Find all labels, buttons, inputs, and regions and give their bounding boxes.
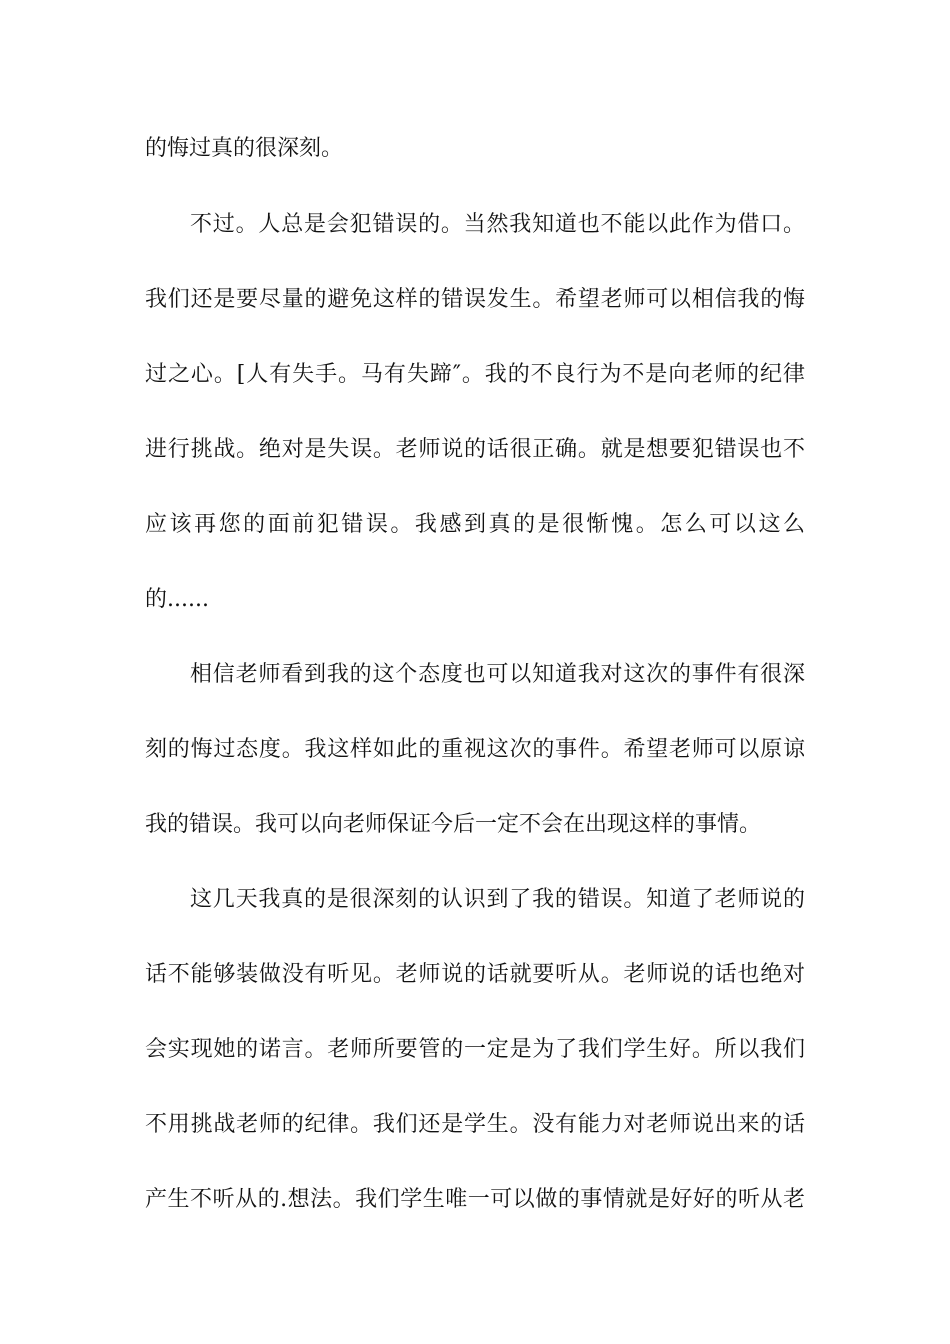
paragraph-line: 的...... — [145, 587, 209, 612]
paragraph-line: 应该再您的面前犯错误。我感到真的是很惭愧。怎么可以这么 — [145, 512, 805, 537]
paragraph-line: 相信老师看到我的这个态度也可以知道我对这次的事件有很深 — [190, 662, 805, 687]
paragraph-line: 进行挑战。绝对是失误。老师说的话很正确。就是想要犯错误也不 — [145, 437, 805, 462]
paragraph-line: 我们还是要尽量的避免这样的错误发生。希望老师可以相信我的悔 — [145, 287, 805, 312]
paragraph-line: 话不能够装做没有听见。老师说的话就要听从。老师说的话也绝对 — [145, 962, 805, 987]
paragraph-line: 不过。人总是会犯错误的。当然我知道也不能以此作为借口。 — [190, 212, 805, 237]
paragraph-line: 我的错误。我可以向老师保证今后一定不会在出现这样的事情。 — [145, 812, 762, 837]
paragraph-line: 产生不听从的.想法。我们学生唯一可以做的事情就是好好的听从老 — [145, 1187, 805, 1212]
paragraph-line: 不用挑战老师的纪律。我们还是学生。没有能力对老师说出来的话 — [145, 1112, 805, 1137]
paragraph-line: 刻的悔过态度。我这样如此的重视这次的事件。希望老师可以原谅 — [145, 737, 805, 762]
paragraph-line: 会实现她的诺言。老师所要管的一定是为了我们学生好。所以我们 — [145, 1037, 805, 1062]
paragraph-line: 过之心。[人有失手。马有失蹄″。我的不良行为不是向老师的纪律 — [145, 362, 805, 387]
paragraph-line: 的悔过真的很深刻。 — [145, 136, 344, 161]
paragraph-line: 这几天我真的是很深刻的认识到了我的错误。知道了老师说的 — [190, 887, 805, 912]
